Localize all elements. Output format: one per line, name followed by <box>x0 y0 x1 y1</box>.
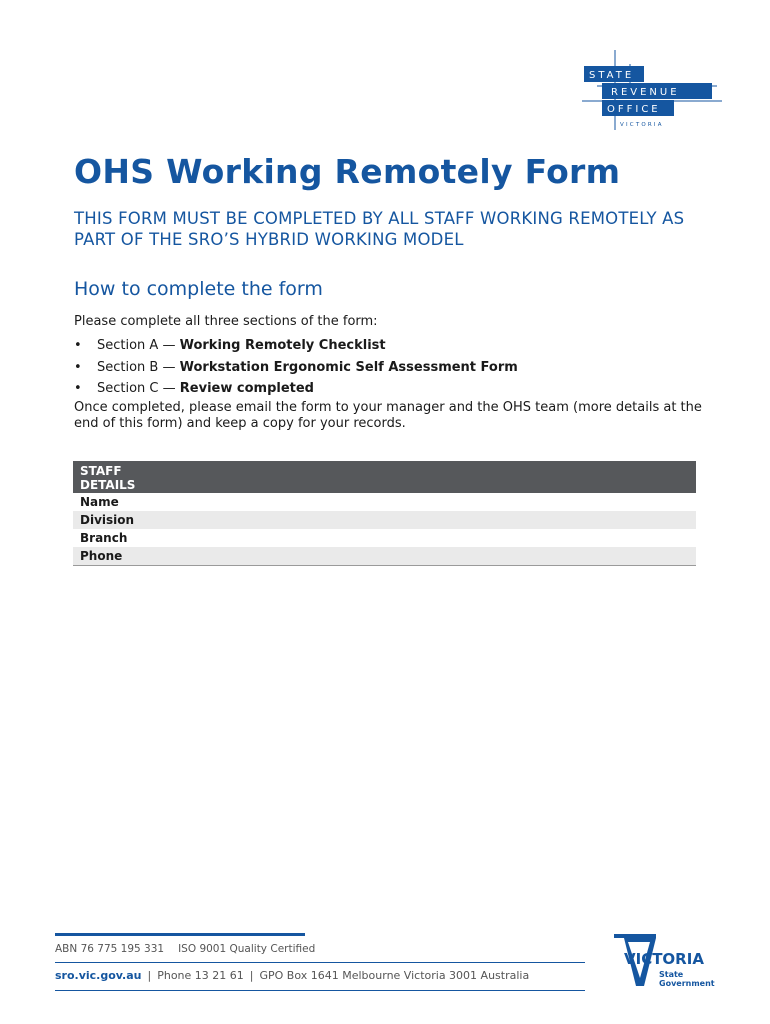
table-header-row <box>73 461 696 493</box>
section-name: Review completed <box>179 381 314 396</box>
division-field[interactable]: Division <box>73 511 696 529</box>
branch-field[interactable]: Branch <box>80 531 128 545</box>
table-row <box>73 511 696 529</box>
address-text: GPO Box 1641 Melbourne Victoria 3001 Australia <box>259 969 530 982</box>
section-name: Workstation Ergonomic Self Assessment Form <box>179 359 518 375</box>
staff-details-header <box>73 461 696 493</box>
footer-line1 <box>55 943 315 955</box>
sections-list <box>74 335 518 400</box>
table-row <box>73 529 696 547</box>
list-item <box>74 378 518 400</box>
footer-line2 <box>55 969 529 982</box>
iso-text: ISO 9001 Quality Certified <box>178 943 316 955</box>
bullet-icon: • <box>74 338 82 353</box>
footer-divider-bottom <box>55 990 585 991</box>
section-name: Working Remotely Checklist <box>179 338 386 353</box>
separator: | <box>147 969 152 982</box>
victoria-state-government-logo <box>614 934 718 994</box>
bullet-icon: • <box>74 359 82 375</box>
logo-line2: REVENUE <box>611 87 680 98</box>
footer-divider-mid <box>55 962 585 963</box>
table-row <box>73 493 696 511</box>
section-prefix: Section B — <box>97 359 180 375</box>
logo-line3: OFFICE <box>607 104 661 115</box>
footer-divider-top <box>55 933 305 936</box>
phone-text: Phone 13 21 61 <box>157 969 244 982</box>
vic-line2: Government <box>659 979 715 988</box>
list-item <box>74 335 518 357</box>
phone-field[interactable]: Phone <box>73 547 696 566</box>
table-row <box>73 547 696 566</box>
closing-instructions: Once completed, please email the form to your manager and the OHS team (more details at the end of this form) and keep a copy for your records. <box>74 400 702 431</box>
list-item <box>74 357 518 379</box>
page-title: OHS Working Remotely Form <box>74 152 621 191</box>
staff-details-table <box>73 461 696 566</box>
how-to-intro: Please complete all three sections of the form: <box>74 314 378 329</box>
logo-line1: STATE <box>589 70 635 81</box>
page-subtitle: THIS FORM MUST BE COMPLETED BY ALL STAFF WORKING REMOTELY AS PART OF THE SRO’S HYBRID WORKING MODEL <box>74 209 685 249</box>
victoria-word: VICTORIA <box>624 950 704 968</box>
logo-line4: VICTORIA <box>620 122 664 128</box>
how-to-heading: How to complete the form <box>74 278 323 300</box>
separator: | <box>249 969 254 982</box>
section-prefix: Section A — <box>97 338 180 353</box>
name-field[interactable]: Name <box>80 495 119 509</box>
website-link[interactable]: sro.vic.gov.au <box>55 969 142 982</box>
header-line2: DETAILS <box>80 478 136 492</box>
bullet-icon: • <box>74 381 82 396</box>
vic-line1: State <box>659 970 684 979</box>
abn-text: ABN 76 775 195 331 <box>55 943 165 955</box>
sro-logo <box>582 50 722 135</box>
header-line1: STAFF <box>80 464 122 478</box>
section-prefix: Section C — <box>97 381 180 396</box>
